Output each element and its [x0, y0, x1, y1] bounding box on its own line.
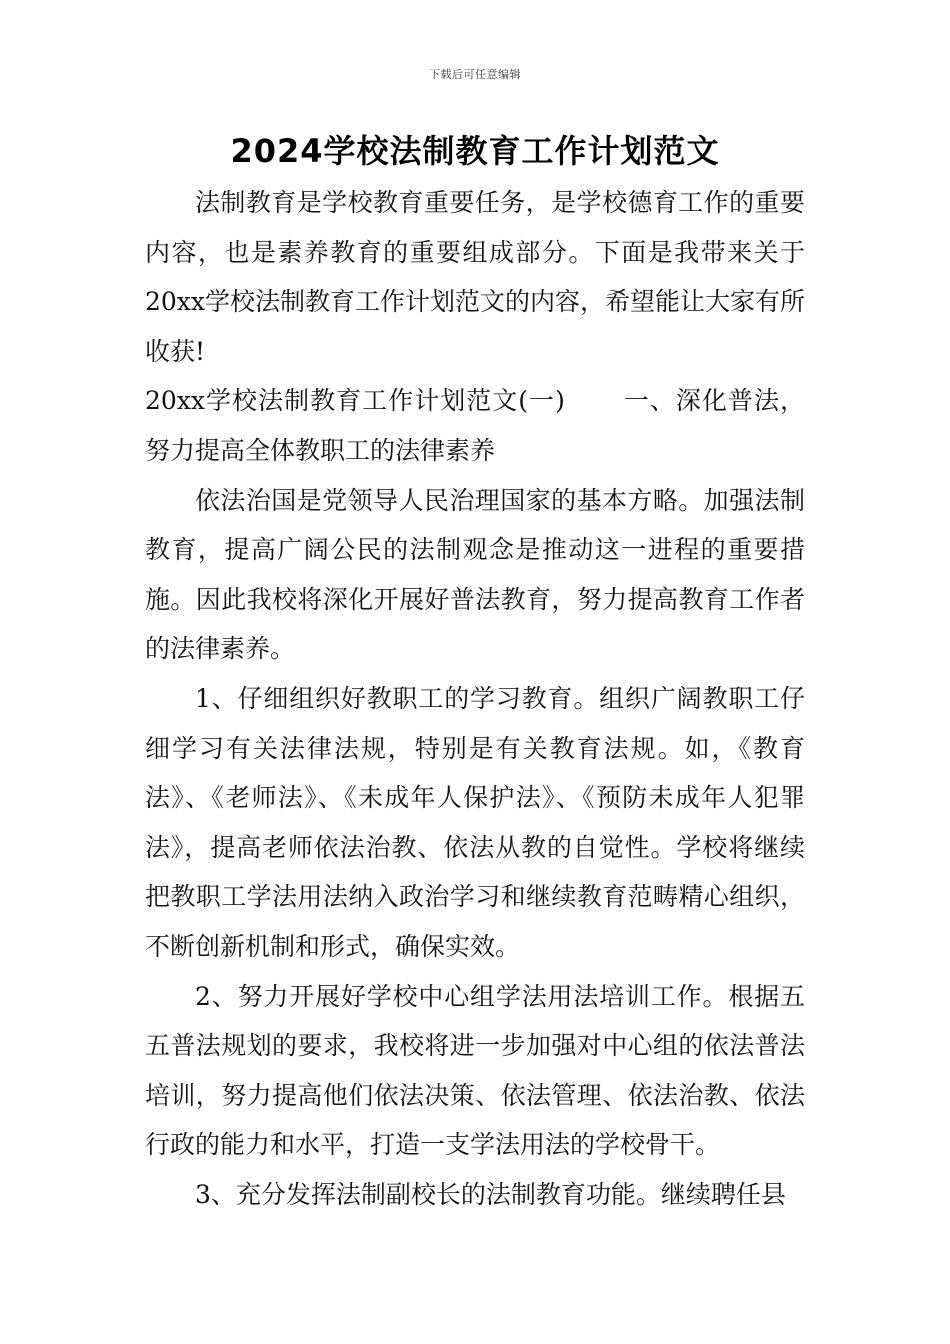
paragraph-1: 依法治国是党领导人民治理国家的基本方略。加强法制教育，提高广阔公民的法制观念是推动这一进程的重要措施。因此我校将深化开展好普法教育，努力提高教育工作者的法律素养。	[145, 485, 805, 664]
subheading: 一、深化普法，努力提高全体教职工的法律素养	[145, 386, 805, 465]
intro-paragraph: 法制教育是学校教育重要任务，是学校德育工作的重要内容，也是素养教育的重要组成部分。下面是我带来关于20xx学校法制教育工作计划范文的内容，希望能让大家有所收获!	[145, 188, 806, 366]
section-heading-line	[145, 376, 805, 475]
document-body	[145, 178, 805, 1219]
document-title: 2024学校法制教育工作计划范文	[230, 132, 720, 170]
section-heading: 20xx学校法制教育工作计划范文(一)	[145, 386, 565, 416]
paragraph-3: 2、努力开展好学校中心组学法用法培训工作。根据五五普法规划的要求，我校将进一步加强对中心组的依法普法培训，努力提高他们依法决策、依法管理、依法治教、依法行政的能力和水平，打造一支学法用法的学校骨干。	[145, 981, 805, 1160]
paragraph-2: 1、仔细组织好教职工的学习教育。组织广阔教职工仔细学习有关法律法规，特别是有关教育法规。如，《教育法》、《老师法》、《未成年人保护法》、《预防未成年人犯罪法》，提高老师依法治教、依法从教的自觉性。学校将继续把教职工学法用法纳入政治学习和继续教育范畴精心组织，不断创新机制和形式，确保实效。	[145, 683, 805, 961]
header-note: 下载后可任意编辑	[429, 68, 521, 81]
paragraph-4: 3、充分发挥法制副校长的法制教育功能。继续聘任县	[195, 1179, 786, 1209]
